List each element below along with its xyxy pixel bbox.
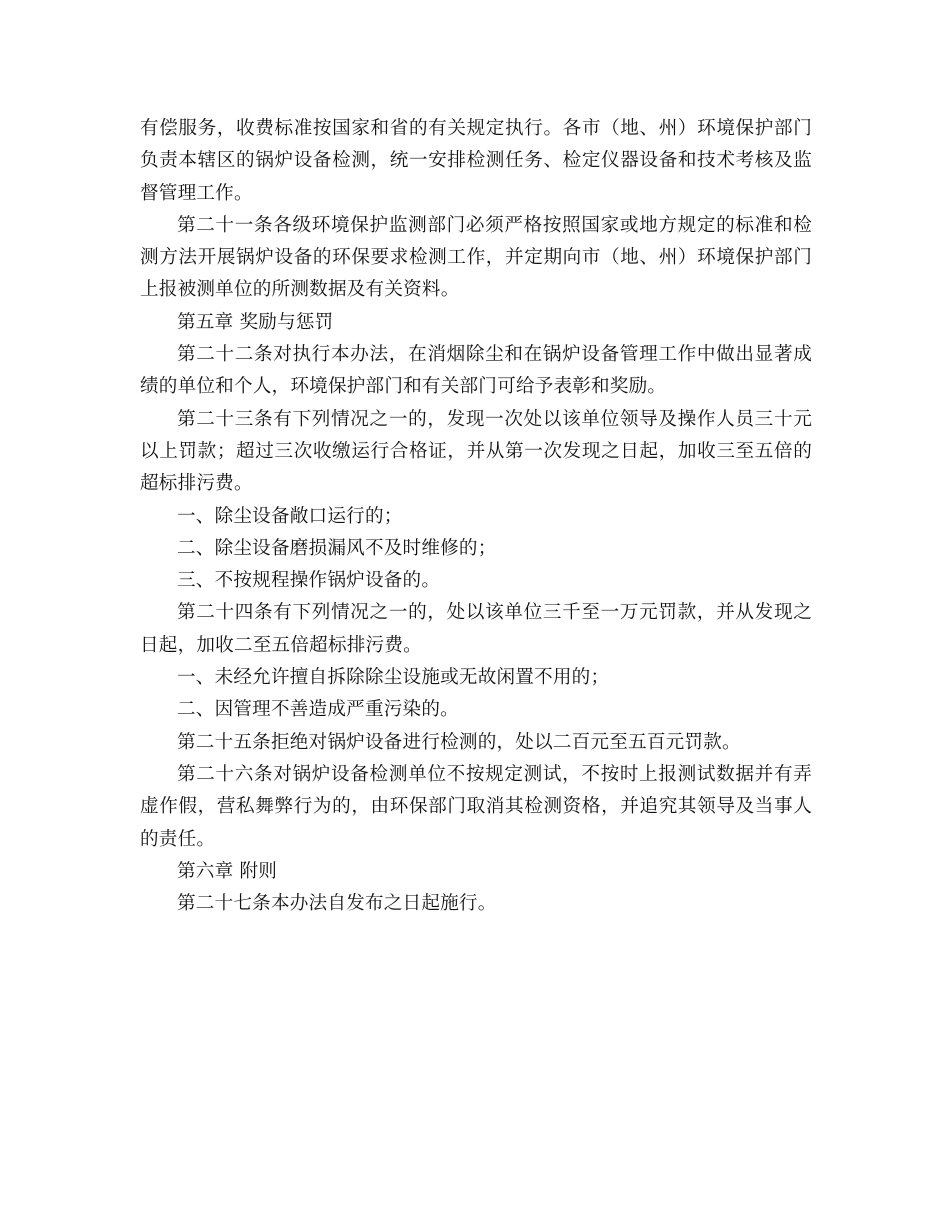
article-26: 第二十六条对锅炉设备检测单位不按规定测试，不按时上报测试数据并有弄虚作假，营私舞弊行为的，由环保部门取消其检测资格，并追究其领导及当事人的责任。 [140, 763, 812, 850]
article-23: 第二十三条有下列情况之一的，发现一次处以该单位领导及操作人员三十元以上罚款；超过三次收缴运行合格证，并从第一次发现之日起，加收三至五倍的超标排污费。 [140, 408, 812, 495]
chapter-5-heading: 第五章 奖励与惩罚 [177, 311, 334, 333]
article-25: 第二十五条拒绝对锅炉设备进行检测的，处以二百元至五百元罚款。 [177, 731, 741, 753]
document-body [140, 113, 812, 920]
article-24: 第二十四条有下列情况之一的，处以该单位三千至一万元罚款，并从发现之日起，加收二至五倍超标排污费。 [140, 602, 812, 656]
article-21: 第二十一条各级环境保护监测部门必须严格按照国家或地方规定的标准和检测方法开展锅炉设备的环保要求检测工作，并定期向市（地、州）环境保护部门上报被测单位的所测数据及有关资料。 [140, 214, 812, 301]
article-23-item-3: 三、不按规程操作锅炉设备的。 [177, 570, 441, 592]
article-23-item-2: 二、除尘设备磨损漏风不及时维修的； [177, 537, 497, 559]
article-24-item-2: 二、因管理不善造成严重污染的。 [177, 699, 459, 721]
article-27: 第二十七条本办法自发布之日起施行。 [177, 893, 497, 915]
chapter-6-heading: 第六章 附则 [177, 860, 278, 882]
paragraph-continuation: 有偿服务，收费标准按国家和省的有关规定执行。各市（地、州）环境保护部门负责本辖区的锅炉设备检测，统一安排检测任务、检定仪器设备和技术考核及监督管理工作。 [140, 118, 812, 204]
article-22: 第二十二条对执行本办法，在消烟除尘和在锅炉设备管理工作中做出显著成绩的单位和个人，环境保护部门和有关部门可给予表彰和奖励。 [140, 344, 812, 398]
article-23-item-1: 一、除尘设备敞口运行的； [177, 505, 403, 527]
article-24-item-1: 一、未经允许擅自拆除除尘设施或无故闲置不用的； [177, 667, 610, 689]
